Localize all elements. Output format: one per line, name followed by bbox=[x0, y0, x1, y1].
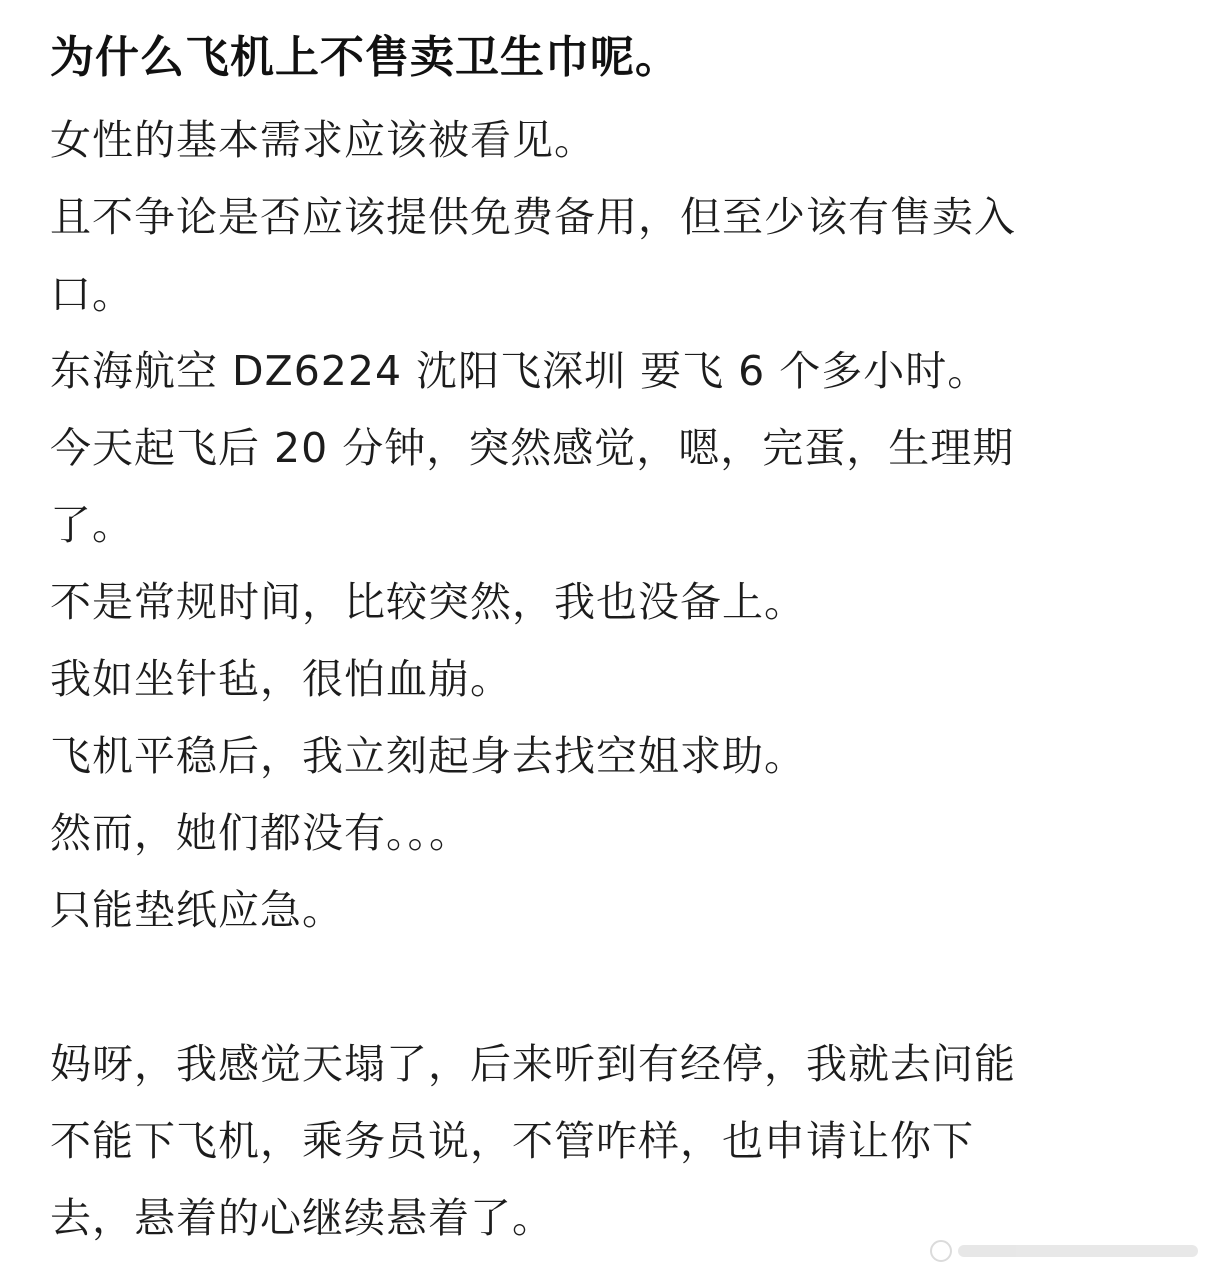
body-line: 不是常规时间，比较突然，我也没备上。 bbox=[50, 578, 806, 626]
post-body bbox=[50, 102, 1170, 1257]
post-content bbox=[50, 0, 1170, 1257]
body-line: 口。 bbox=[50, 270, 134, 318]
body-line: 只能垫纸应急。 bbox=[50, 886, 344, 934]
body-line: 东海航空 DZ6224 沈阳飞深圳 要飞 6 个多小时。 bbox=[50, 347, 990, 395]
body-line: 去，悬着的心继续悬着了。 bbox=[50, 1194, 554, 1242]
watermark bbox=[898, 1238, 1198, 1264]
post-title: 为什么飞机上不售卖卫生巾呢。 bbox=[50, 32, 680, 83]
watermark-bar bbox=[958, 1245, 1198, 1257]
body-line: 妈呀，我感觉天塌了，后来听到有经停，我就去问能 bbox=[50, 1040, 1016, 1088]
body-line: 女性的基本需求应该被看见。 bbox=[50, 116, 596, 164]
blank-line bbox=[50, 949, 1170, 1026]
body-line: 飞机平稳后，我立刻起身去找空姐求助。 bbox=[50, 732, 806, 780]
body-line: 我如坐针毡，很怕血崩。 bbox=[50, 655, 512, 703]
body-line: 不能下飞机，乘务员说，不管咋样，也申请让你下 bbox=[50, 1117, 974, 1165]
body-line: 今天起飞后 20 分钟，突然感觉，嗯，完蛋，生理期 bbox=[50, 424, 1015, 472]
watermark-logo-icon bbox=[930, 1240, 952, 1262]
body-line: 然而，她们都没有。。。 bbox=[50, 809, 471, 857]
body-line: 且不争论是否应该提供免费备用，但至少该有售卖入 bbox=[50, 193, 1016, 241]
body-line: 了。 bbox=[50, 501, 134, 549]
